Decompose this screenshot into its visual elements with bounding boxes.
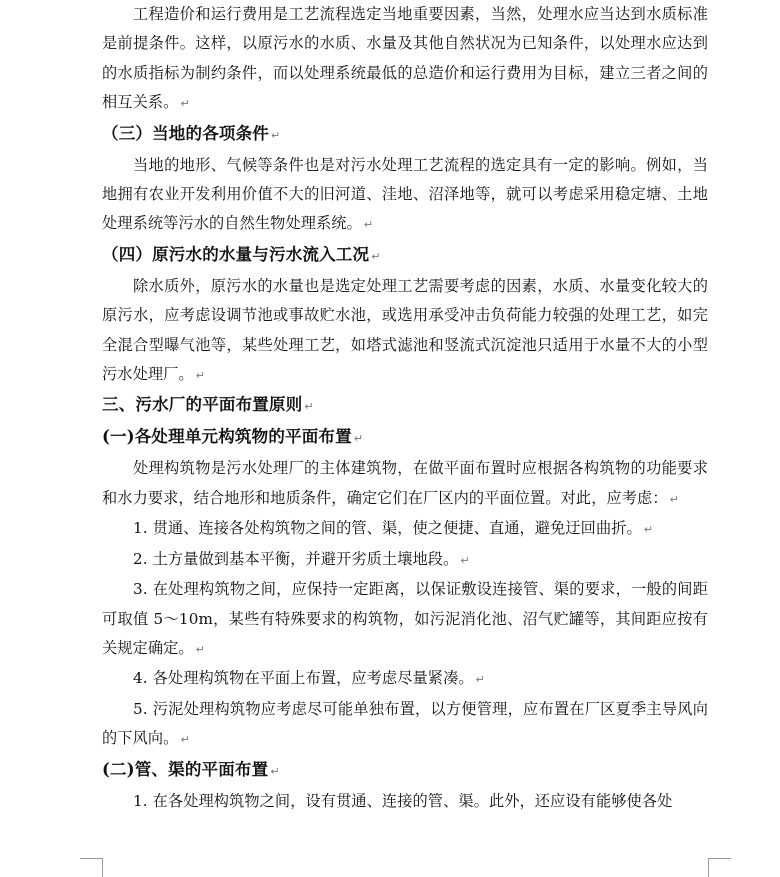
section-heading <box>102 240 708 272</box>
heading-text: 三、污水厂的平面布置原则 <box>102 395 303 415</box>
body-paragraph <box>102 575 708 664</box>
body-paragraph <box>102 695 708 755</box>
heading-text: （三）当地的各项条件 <box>102 123 269 143</box>
paragraph-mark-icon: ↵ <box>195 369 206 383</box>
paragraph-text: 当地的地形、气候等条件也是对污水处理工艺流程的选定具有一定的影响。例如，当地拥有农业开发利用价值不大的旧河道、洼地、沼泽地等，就可以考虑采用稳定塘、土地处理系统等污水的自然生物处理系统。 <box>102 155 708 233</box>
paragraph-mark-icon: ↵ <box>363 218 374 232</box>
paragraph-mark-icon: ↵ <box>180 733 190 747</box>
body-paragraph <box>102 454 708 514</box>
paragraph-text: 4. 各处理构筑物在平面上布置，应考虑尽量紧凑。 <box>133 669 474 688</box>
body-paragraph <box>102 151 708 240</box>
paragraph-mark-icon: ↵ <box>475 673 485 687</box>
paragraph-mark-icon: ↵ <box>353 432 364 446</box>
paragraph-text: 2. 土方量做到基本平衡，并避开劣质土壤地段。 <box>133 549 459 568</box>
section-heading <box>102 422 708 454</box>
heading-text: (一)各处理单元构筑物的平面布置 <box>102 427 352 447</box>
page-corner-mark-left <box>80 858 103 877</box>
body-paragraph <box>102 545 708 575</box>
paragraph-mark-icon: ↵ <box>669 492 679 506</box>
paragraph-text: 3. 在处理构筑物之间，应保持一定距离，以保证敷设连接管、渠的要求，一般的间距可取值 5～10m，某些有特殊要求的构筑物，如污泥消化池、沼气贮罐等，其间距应按有关规定确定。 <box>102 580 708 657</box>
paragraph-mark-icon: ↵ <box>270 764 280 778</box>
paragraph-mark-icon: ↵ <box>180 97 190 111</box>
page-corner-mark-right <box>708 858 731 877</box>
paragraph-mark-icon: ↵ <box>304 400 314 414</box>
paragraph-text: 除水质外，原污水的水量也是选定处理工艺需要考虑的因素，水质、水量变化较大的原污水，应考虑设调节池或事故贮水池，或选用承受冲击负荷能力较强的处理工艺，如完全混合型曝气池等，某些处理工艺，如塔式滤池和竖流式沉淀池只适用于水量不大的小型污水处理厂。 <box>102 276 708 384</box>
paragraph-mark-icon: ↵ <box>371 249 381 263</box>
section-heading <box>102 119 708 151</box>
body-paragraph <box>102 787 708 816</box>
paragraph-text: 工程造价和运行费用是工艺流程选定当地重要因素，当然，处理水应当达到水质标准是前提条件。这样，以原污水的水质、水量及其他自然状况为已知条件，以处理水应达到的水质指标为制约条件，而以处理系统最低的总造价和运行费用为目标，建立三者之间的相互关系。 <box>102 5 708 112</box>
heading-text: (二)管、渠的平面布置 <box>102 759 269 779</box>
paragraph-mark-icon: ↵ <box>643 523 654 537</box>
body-paragraph <box>102 272 708 391</box>
body-paragraph <box>102 514 708 544</box>
heading-text: （四）原污水的水量与污水流入工况 <box>102 244 370 264</box>
body-paragraph <box>102 664 708 694</box>
paragraph-text: 5. 污泥处理构筑物应考虑尽可能单独布置，以方便管理，应布置在厂区夏季主导风向的下风向。 <box>102 699 708 748</box>
paragraph-mark-icon: ↵ <box>271 128 281 142</box>
paragraph-text: 处理构筑物是污水处理厂的主体建筑物，在做平面布置时应根据各构筑物的功能要求和水力要求，结合地形和地质条件，确定它们在厂区内的平面位置。对此，应考虑： <box>102 459 708 507</box>
paragraph-mark-icon: ↵ <box>460 553 470 567</box>
paragraph-text: 1. 贯通、连接各处构筑物之间的管、渠，使之便捷、直通，避免迂回曲折。 <box>133 519 642 538</box>
document-body <box>102 0 708 816</box>
body-paragraph <box>102 0 708 119</box>
paragraph-mark-icon: ↵ <box>195 642 206 656</box>
section-heading <box>102 390 708 422</box>
paragraph-text: 1. 在各处理构筑物之间，设有贯通、连接的管、渠。此外，还应设有能够使各处 <box>133 791 673 810</box>
section-heading <box>102 755 708 787</box>
